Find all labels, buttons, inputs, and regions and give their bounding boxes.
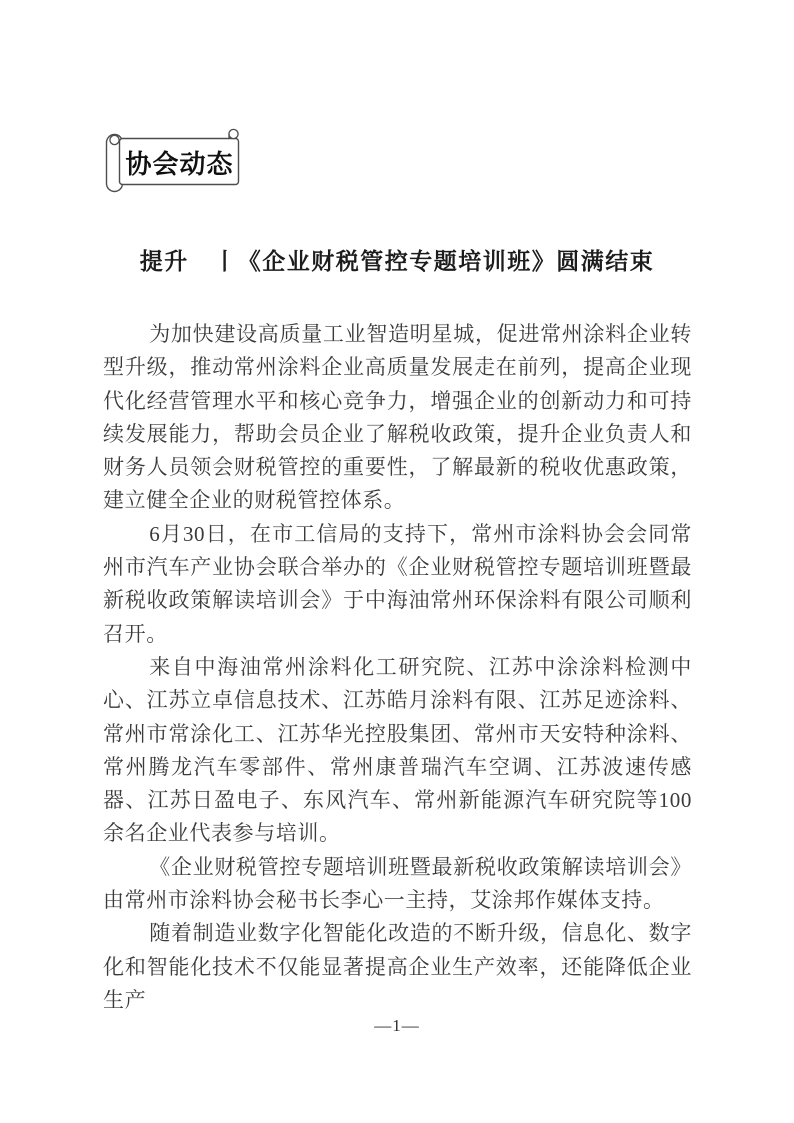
paragraph-4: 《企业财税管控专题培训班暨最新税收政策解读培训会》由常州市涂料协会秘书长李心一主持，艾涂邦作媒体支持。 (103, 854, 692, 913)
paragraph-2: 6月30日，在市工信局的支持下，常州市涂料协会会同常州市汽车产业协会联合举办的《企业财税管控专题培训班暨最新税收政策解读培训会》于中海油常州环保涂料有限公司顺利召开。 (103, 521, 692, 646)
paragraph-1: 为加快建设高质量工业智造明星城，促进常州涂料企业转型升级，推动常州涂料企业高质量发展走在前列，提高企业现代化经营管理水平和核心竞争力，增强企业的创新动力和可持续发展能力，帮助会员企业了解税收政策，提升企业负责人和财务人员领会财税管控的重要性，了解最新的税收优惠政策，建立健全企业的财税管控体系。 (103, 322, 692, 513)
page-number: —1— (374, 1016, 420, 1035)
paragraph-3: 来自中海油常州涂料化工研究院、江苏中涂涂料检测中心、江苏立卓信息技术、江苏皓月涂料有限、江苏足迹涂料、常州市常涂化工、江苏华光控股集团、常州市天安特种涂料、常州腾龙汽车零部件、常州康普瑞汽车空调、江苏波速传感器、江苏日盈电子、东风汽车、常州新能源汽车研究院等100余名企业代表参与培训。 (103, 654, 692, 846)
section-banner (103, 126, 245, 198)
article-body (103, 318, 692, 1017)
banner-label: 协会动态 (125, 148, 234, 179)
article-title: 提升 丨《企业财税管控专题培训班》圆满结束 (139, 249, 655, 274)
paragraph-5: 随着制造业数字化智能化改造的不断升级，信息化、数字化和智能化技术不仅能显著提高企业生产效率，还能降低企业生产 (103, 921, 692, 1012)
